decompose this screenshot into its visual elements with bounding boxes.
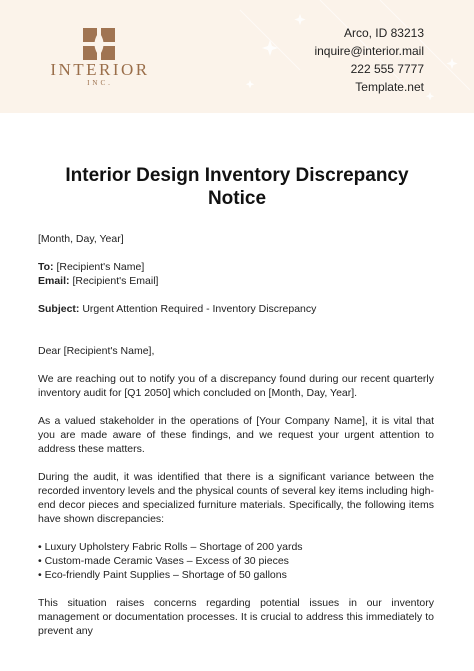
salutation: Dear [Recipient's Name], — [38, 345, 155, 357]
contact-phone: 222 555 7777 — [350, 62, 424, 76]
discrepancy-list — [38, 540, 434, 582]
list-item: • Eco-friendly Paint Supplies – Shortage of 50 gallons — [38, 569, 287, 581]
contact-email: inquire@interior.mail — [314, 44, 424, 58]
contact-website: Template.net — [355, 80, 424, 94]
subject-line — [38, 302, 434, 316]
paragraph-3: During the audit, it was identified that there is a significant variance between the recorded inventory levels and the physical counts of several key items including high-end decor pieces and specialized furniture materials. Specifically, the following items have shown discrepancies: — [38, 471, 434, 525]
email-value: [Recipient's Email] — [72, 275, 159, 287]
to-label: To: — [38, 261, 54, 273]
email-label: Email: — [38, 275, 70, 287]
paragraph-4: This situation raises concerns regarding potential issues in our inventory management or documentation processes. It is crucial to address this immediately to prevent any — [38, 597, 434, 637]
brand-name: INTERIOR — [50, 60, 150, 79]
list-item: • Custom-made Ceramic Vases – Excess of 30 pieces — [38, 555, 289, 567]
to-value: [Recipient's Name] — [56, 261, 145, 273]
email-line — [38, 274, 434, 288]
paragraph-1: We are reaching out to notify you of a discrepancy found during our recent quarterly inventory audit for [Q1 2050] which concluded on [Month, Day, Year]. — [38, 373, 434, 399]
contact-block — [314, 24, 424, 96]
paragraph-2: As a valued stakeholder in the operations of [Your Company Name], it is vital that you are made aware of these findings, and we request your urgent attention to address these matters. — [38, 415, 434, 455]
to-line — [38, 260, 434, 274]
contact-address: Arco, ID 83213 — [343, 26, 424, 40]
letter-body — [38, 232, 434, 638]
letter-date: [Month, Day, Year] — [38, 233, 124, 245]
document-title: Interior Design Inventory Discrepancy Notice — [65, 165, 409, 209]
list-item: • Luxury Upholstery Fabric Rolls – Shortage of 200 yards — [38, 541, 303, 553]
brand-subtitle: INC. — [87, 79, 113, 87]
subject-label: Subject: — [38, 303, 80, 315]
letterhead-band — [0, 0, 474, 113]
interior-logo-icon — [83, 28, 115, 60]
subject-value: Urgent Attention Required - Inventory Discrepancy — [82, 303, 317, 315]
